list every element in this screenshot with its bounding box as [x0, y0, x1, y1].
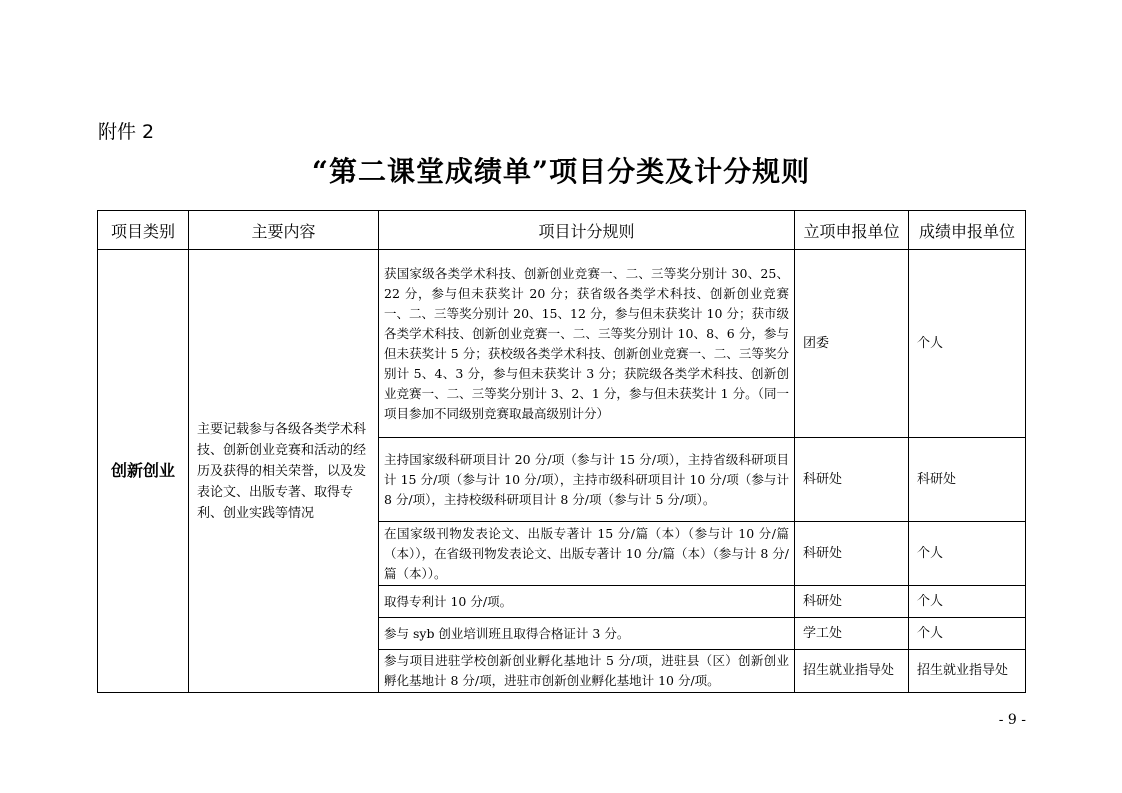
- category-cell: 创新创业: [98, 250, 189, 693]
- header-score-unit: 成绩申报单位: [909, 211, 1026, 250]
- main-content-cell: 主要记载参与各级各类学术科技、创新创业竞赛和活动的经历及获得的相关荣誉，以及发表论文、出版专著、取得专利、创业实践等情况: [189, 250, 379, 693]
- score-unit-cell: 个人: [909, 250, 1026, 438]
- score-unit-cell: 个人: [909, 522, 1026, 586]
- header-project-unit: 立项申报单位: [795, 211, 909, 250]
- project-unit-cell: 科研处: [795, 438, 909, 522]
- score-unit-cell: 科研处: [909, 438, 1026, 522]
- rule-cell: 取得专利计 10 分/项。: [379, 586, 795, 618]
- score-unit-cell: 个人: [909, 586, 1026, 618]
- project-unit-cell: 科研处: [795, 522, 909, 586]
- rule-cell: 参与 syb 创业培训班且取得合格证计 3 分。: [379, 618, 795, 650]
- rule-cell: 主持国家级科研项目计 20 分/项（参与计 15 分/项），主持省级科研项目计 15 分/项（参与计 10 分/项），主持市级科研项目计 10 分/项（参与计 8 分/项），主持校级科研项目计 8 分/项（参与计 5 分/项）。: [379, 438, 795, 522]
- document-title: “第二课堂成绩单”项目分类及计分规则: [311, 155, 811, 188]
- header-scoring-rule: 项目计分规则: [379, 211, 795, 250]
- rule-cell: 参与项目进驻学校创新创业孵化基地计 5 分/项，进驻县（区）创新创业孵化基地计 8 分/项，进驻市创新创业孵化基地计 10 分/项。: [379, 650, 795, 693]
- scoring-rules-table: [97, 210, 1026, 693]
- page-number: - 9 -: [998, 712, 1026, 728]
- header-category: 项目类别: [98, 211, 189, 250]
- table-row: [98, 250, 1026, 438]
- header-main-content: 主要内容: [189, 211, 379, 250]
- project-unit-cell: 招生就业指导处: [795, 650, 909, 693]
- project-unit-cell: 团委: [795, 250, 909, 438]
- project-unit-cell: 科研处: [795, 586, 909, 618]
- table-header-row: [98, 211, 1026, 250]
- rule-cell: 在国家级刊物发表论文、出版专著计 15 分/篇（本）（参与计 10 分/篇（本）），在省级刊物发表论文、出版专著计 10 分/篇（本）（参与计 8 分/篇（本））。: [379, 522, 795, 586]
- attachment-label: 附件 2: [98, 121, 155, 143]
- rule-cell: 获国家级各类学术科技、创新创业竞赛一、二、三等奖分别计 30、25、22 分，参与但未获奖计 20 分；获省级各类学术科技、创新创业竞赛一、二、三等奖分别计 20、15、12 分，参与但未获奖计 10 分；获市级各类学术科技、创新创业竞赛一、二、三等奖分别计 10、8、6 分，参与但未获奖计 5 分；获校级各类学术科技、创新创业竞赛一、二、三等奖分别计 5、4、3 分，参与但未获奖计 3 分；获院级各类学术科技、创新创业竞赛一、二、三等奖分别计 3、2、1 分，参与但未获奖计 1 分。（同一项目参加不同级别竞赛取最高级别计分）: [379, 250, 795, 438]
- score-unit-cell: 招生就业指导处: [909, 650, 1026, 693]
- score-unit-cell: 个人: [909, 618, 1026, 650]
- project-unit-cell: 学工处: [795, 618, 909, 650]
